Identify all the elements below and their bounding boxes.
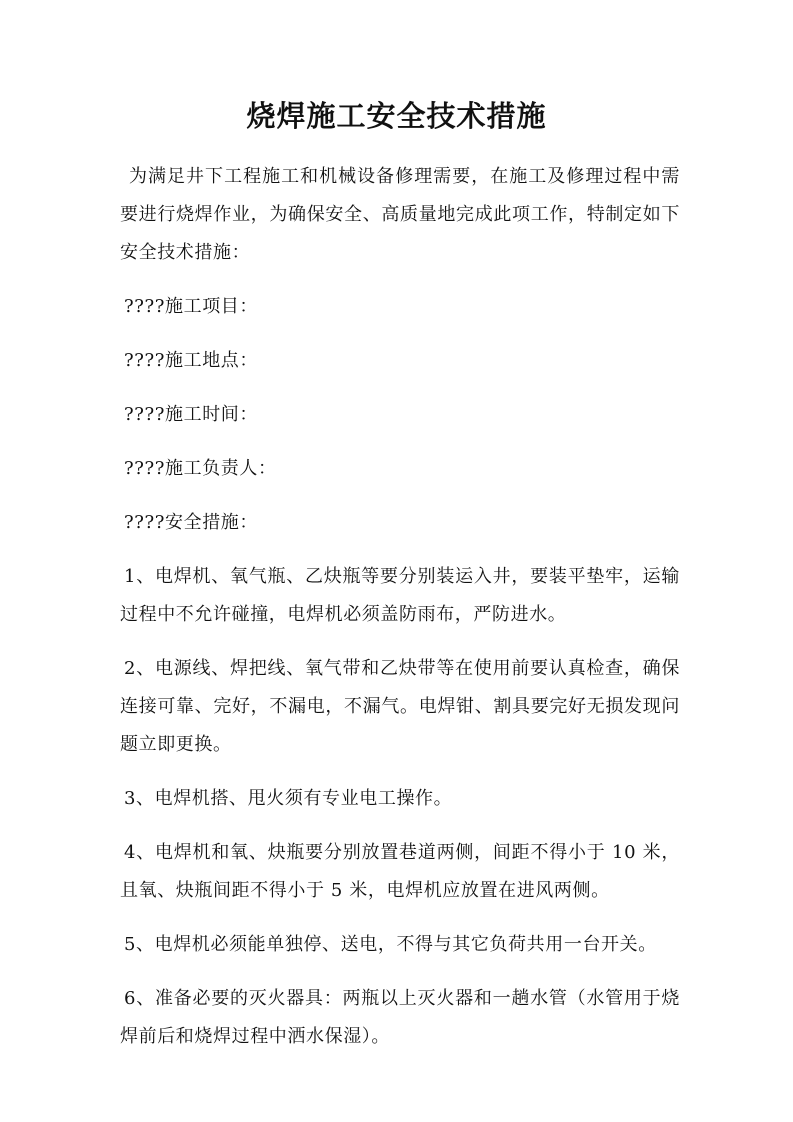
field-project: ????施工项目：: [124, 296, 259, 317]
measure-item-4: 4、电焊机和氧、炔瓶要分别放置巷道两侧，间距不得小于 10 米，且氧、炔瓶间距不得小于 5 米，电焊机应放置在进风两侧。: [120, 842, 680, 901]
document-body: [120, 158, 680, 1056]
measure-item-5: 5、电焊机必须能单独停、送电，不得与其它负荷共用一台开关。: [124, 934, 657, 955]
measure-item-3: 3、电焊机搭、甩火须有专业电工操作。: [124, 788, 453, 809]
field-time: ????施工时间：: [124, 404, 259, 425]
measure-item-6: 6、准备必要的灭火器具：两瓶以上灭火器和一趟水管（水管用于烧焊前后和烧焊过程中洒水保湿）。: [120, 988, 680, 1047]
measure-item-2: 2、电源线、焊把线、氧气带和乙炔带等在使用前要认真检查，确保连接可靠、完好，不漏电，不漏气。电焊钳、割具要完好无损发现问题立即更换。: [120, 658, 680, 755]
intro-paragraph: 为满足井下工程施工和机械设备修理需要，在施工及修理过程中需要进行烧焊作业，为确保安全、高质量地完成此项工作，特制定如下安全技术措施：: [120, 166, 680, 263]
measure-item-1: 1、电焊机、氧气瓶、乙炔瓶等要分别装运入井，要装平垫牢，运输过程中不允许碰撞，电焊机必须盖防雨布，严防进水。: [120, 566, 680, 625]
field-location: ????施工地点：: [124, 350, 259, 371]
field-person-in-charge: ????施工负责人：: [124, 458, 277, 479]
field-safety-measures: ????安全措施：: [124, 512, 259, 533]
document-title: 烧焊施工安全技术措施: [246, 99, 547, 133]
